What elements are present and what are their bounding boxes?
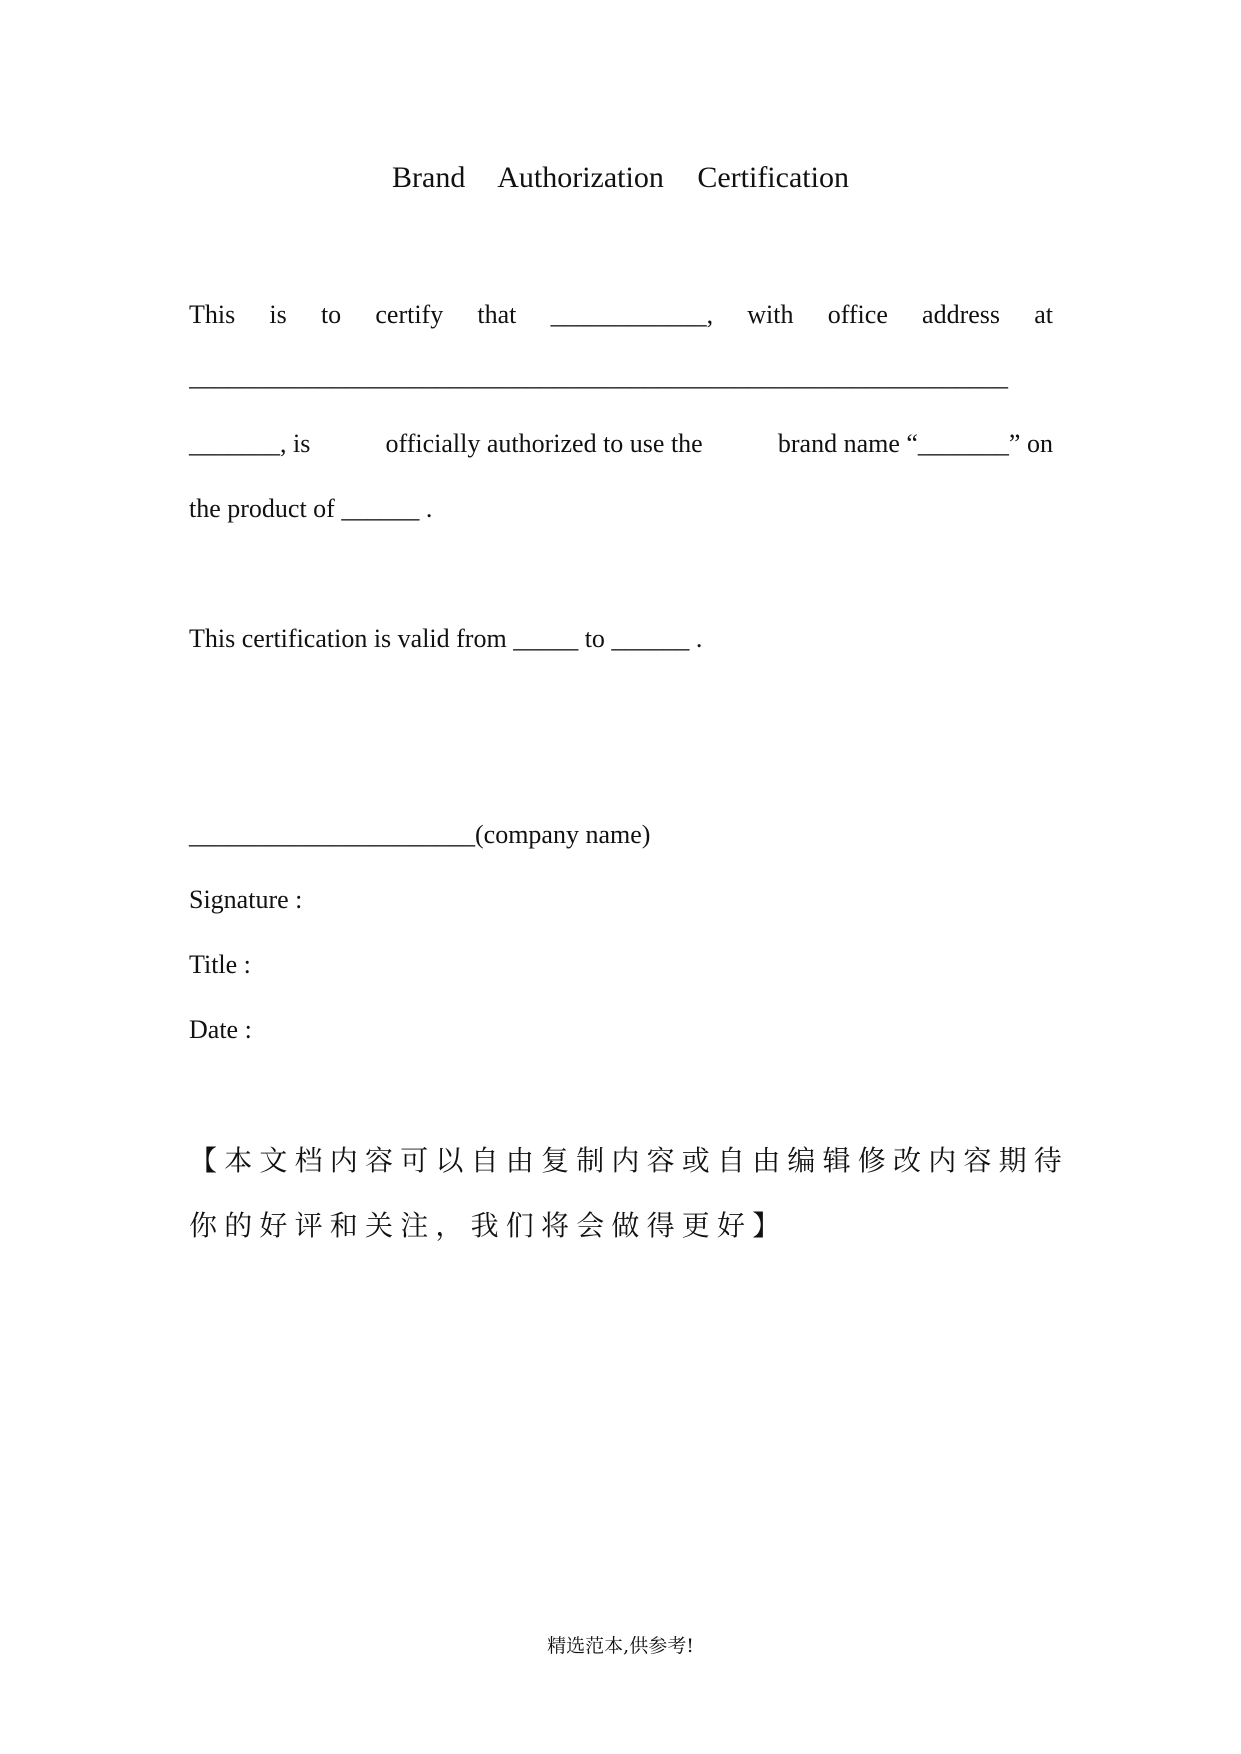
word: at bbox=[1034, 300, 1053, 329]
company-blank: ____________, bbox=[550, 300, 714, 329]
authorization-segment: officially authorized to use the bbox=[385, 429, 703, 458]
word: This bbox=[189, 300, 236, 329]
date-label: Date : bbox=[189, 1015, 252, 1044]
word: to bbox=[320, 300, 342, 329]
word: that bbox=[477, 300, 517, 329]
document-title: Brand Authorization Certification bbox=[392, 161, 849, 194]
word: address bbox=[922, 300, 1001, 329]
word: certify bbox=[375, 300, 444, 329]
note-line-2: 你的好评和关注，我们将会做得更好】 bbox=[189, 1209, 788, 1242]
signature-label: Signature : bbox=[189, 885, 303, 914]
address-blank-line: _______________________________________________________________ bbox=[189, 362, 1008, 391]
authorization-line bbox=[189, 424, 1053, 464]
word: is bbox=[269, 300, 287, 329]
authorization-segment: _______, is bbox=[189, 429, 311, 458]
brand-name-segment: brand name “_______” on bbox=[777, 429, 1053, 458]
company-name-line: ______________________(company name) bbox=[189, 820, 651, 849]
word: with bbox=[747, 300, 794, 329]
product-line: the product of ______ . bbox=[189, 494, 433, 523]
word: office bbox=[827, 300, 888, 329]
title-label: Title : bbox=[189, 950, 251, 979]
note-line-1: 【本文档内容可以自由复制内容或自由编辑修改内容期待 bbox=[189, 1144, 1070, 1177]
page-footer: 精选范本,供参考! bbox=[547, 1635, 694, 1657]
certify-line bbox=[189, 295, 1053, 335]
validity-line: This certification is valid from _____ to ______ . bbox=[189, 624, 703, 653]
